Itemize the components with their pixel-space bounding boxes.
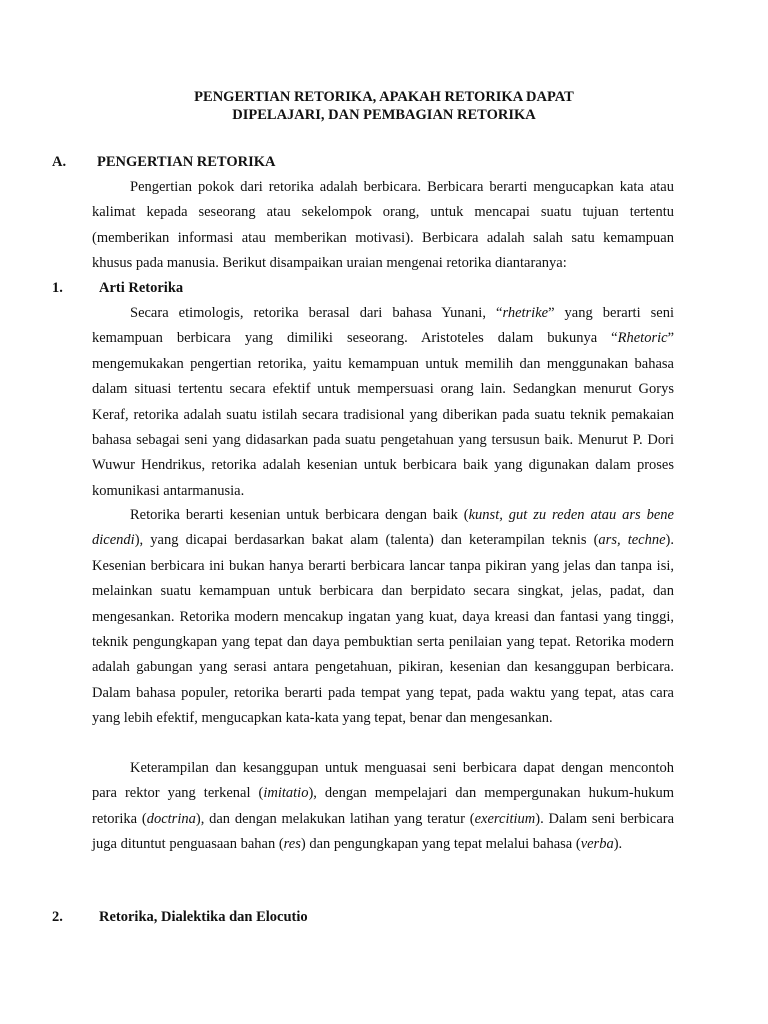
p2-text-a: Retorika berarti kesenian untuk berbicara dengan baik (: [130, 507, 469, 523]
p3-italic-res: res: [283, 836, 301, 853]
section-a-number: A.: [52, 154, 67, 170]
section-1-paragraph-2: [92, 503, 674, 732]
title-line-2: DIPELAJARI, DAN PEMBAGIAN RETORIKA: [232, 107, 536, 123]
section-a-paragraph: [92, 175, 674, 277]
p1-italic-rhetrike: rhetrike: [502, 305, 549, 321]
title-line-1: PENGERTIAN RETORIKA, APAKAH RETORIKA DAPAT: [194, 89, 574, 105]
p3-text-e: ), dan dengan melakukan latihan yang teratur (: [195, 810, 475, 827]
p1-italic-rhetoric: Rhetoric: [617, 330, 668, 347]
p2-italic-latin: kunst, gut zu reden atau ars bene dicendi: [92, 507, 674, 549]
p3-italic-doctrina: doctrina: [146, 810, 196, 827]
section-2-heading: Retorika, Dialektika dan Elocutio: [99, 909, 308, 925]
section-1-heading: Arti Retorika: [99, 280, 184, 296]
section-1-paragraph-3: [92, 756, 674, 858]
p3-text-g: ). Dalam seni berbicara juga dituntut penguasaan bahan (: [92, 810, 675, 853]
section-a-heading: PENGERTIAN RETORIKA: [97, 154, 276, 170]
p2-text-c: ), yang dicapai berdasarkan bakat alam (talenta) dan keterampilan teknis (: [134, 532, 599, 549]
document-title: [0, 88, 768, 124]
section-1-number: 1.: [52, 280, 63, 296]
p1-text-a: Secara etimologis, retorika berasal dari bahasa Yunani, “: [130, 305, 503, 321]
p3-italic-verba: verba: [580, 836, 614, 853]
p1-text-e: ” mengemukakan pengertian retorika, yaitu kemampuan untuk memilih dan menggunakan bahasa dalam situasi tertentu secara efektif untuk mempersuasi orang lain. Sedangkan menurut Gorys Keraf, retorika adalah suatu istilah secara tradisional yang diberikan pada suatu teknik pemakaian bahasa sebagai seni yang didasarkan pada suatu pengetahuan yang tersusun baik. Menurut P. Dori Wuwur Hendrikus, retorika adalah kesenian untuk berbicara baik yang digunakan dalam proses komunikasi antarmanusia.: [92, 330, 674, 499]
p3-text-i: ) dan pengungkapan yang tepat melalui bahasa (: [300, 836, 581, 853]
p3-text-a: Keterampilan dan kesanggupan untuk menguasai seni berbicara dapat dengan mencontoh para rektor yang terkenal (: [92, 760, 674, 802]
p3-text-c: ), dengan mempelajari dan mempergunakan hukum-hukum retorika (: [92, 785, 674, 827]
p3-italic-imitatio: imitatio: [263, 785, 309, 802]
p3-italic-exercitium: exercitium: [474, 810, 536, 827]
p3-text-k: ).: [613, 836, 623, 853]
p2-text-e: ). Kesenian berbicara ini bukan hanya berarti berbicara lancar tanpa pikiran yang jelas dan tanpa isi, melainkan suatu kemampuan untuk berbicara dan berpidato secara singkat, jelas, padat, dan mengesankan. Retorika modern mencakup ingatan yang kuat, daya kreasi dan fantasi yang tinggi, teknik pengungkapan yang tepat dan daya pembuktian serta penilaian yang tepat. Retorika modern adalah gabungan yang serasi antara pengetahuan, pikiran, kesenian dan kesanggupan berbicara. Dalam bahasa populer, retorika berarti pada tempat yang tepat, pada waktu yang tepat, atas cara yang lebih efektif, mengucapkan kata-kata yang tepat, benar dan mengesankan.: [92, 532, 675, 727]
p1-text-c: ” yang berarti seni kemampuan berbicara yang dimiliki seseorang. Aristoteles dalam bukunya “: [92, 305, 674, 347]
p2-italic-ars-techne: ars, techne: [598, 532, 666, 549]
section-2-number: 2.: [52, 909, 63, 925]
section-1-paragraph-1: [92, 301, 674, 504]
section-a-paragraph-text: Pengertian pokok dari retorika adalah berbicara. Berbicara berarti mengucapkan kata atau kalimat kepada seseorang atau sekelompok orang, untuk mencapai suatu tujuan tertentu (memberikan informasi atau memberikan motivasi). Berbicara adalah salah satu kemampuan khusus pada manusia. Berikut disampaikan uraian mengenai retorika diantaranya:: [92, 179, 674, 272]
